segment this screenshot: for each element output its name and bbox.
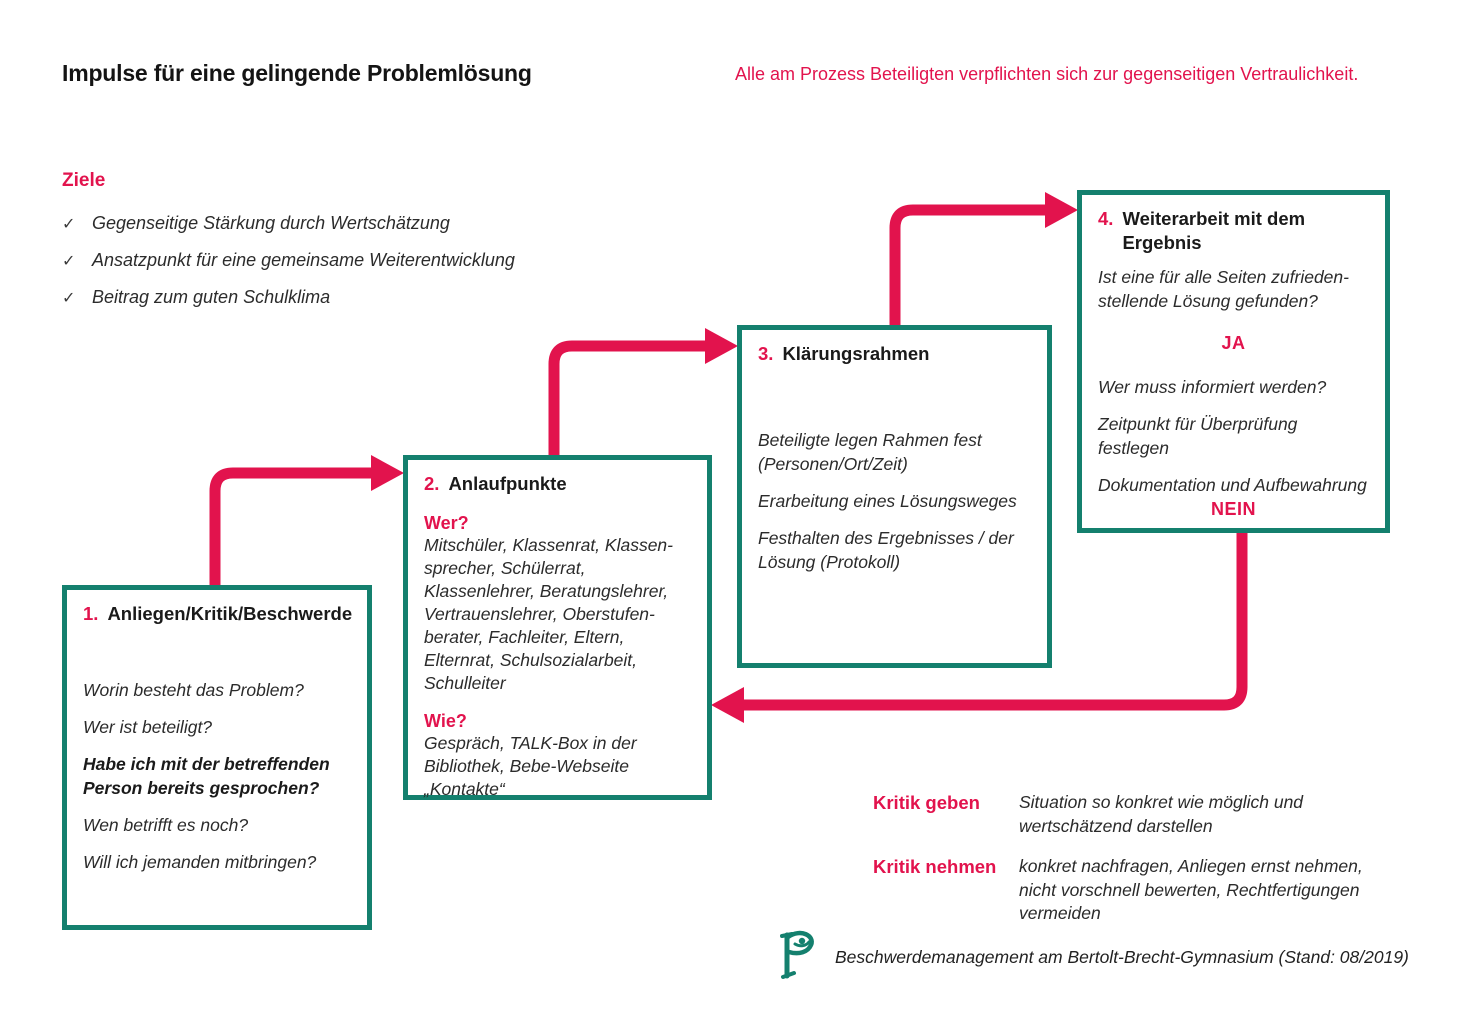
kritik-geben-row bbox=[873, 791, 1403, 838]
step-box-1 bbox=[62, 585, 372, 930]
box-title bbox=[424, 472, 691, 496]
kritik-nehmen-text: konkret nachfragen, Anliegen ernst nehmen, nicht vorschnell bewerten, Rechtfertigungen vermeiden bbox=[1019, 856, 1363, 923]
box-title-text: Anlaufpunkte bbox=[448, 473, 567, 494]
step-box-3 bbox=[737, 325, 1052, 668]
confidentiality-note: Alle am Prozess Beteiligten verpflichten sich zur gegenseitigen Vertraulichkeit. bbox=[735, 64, 1359, 84]
box-title-text: Weiterarbeit mit dem Ergebnis bbox=[1122, 208, 1306, 253]
step4-item: Wer muss informiert werden? bbox=[1098, 377, 1327, 397]
kritik-geben-text: Situation so konkret wie möglich und wertschätzend darstellen bbox=[1019, 792, 1304, 836]
step3-item: Beteiligte legen Rahmen fest (Personen/Ort/Zeit) bbox=[758, 430, 982, 474]
box-number: 4. bbox=[1098, 208, 1114, 229]
question-text: Wen betrifft es noch? bbox=[83, 815, 249, 835]
step-box-4 bbox=[1077, 190, 1390, 533]
question-text: Will ich jemanden mitbringen? bbox=[83, 852, 317, 872]
box-number: 3. bbox=[758, 343, 774, 364]
step-box-2 bbox=[403, 455, 712, 800]
box-title-text: Anliegen/Kritik/Beschwerde bbox=[107, 603, 353, 624]
step4-item: Zeitpunkt für Überprüfung festlegen bbox=[1098, 414, 1298, 458]
checkmark-icon: ✓ bbox=[62, 290, 76, 307]
goal-text: Beitrag zum guten Schulklima bbox=[92, 287, 331, 307]
box-number: 2. bbox=[424, 473, 440, 494]
goals-heading: Ziele bbox=[62, 170, 106, 191]
kritik-geben-label: Kritik geben bbox=[873, 792, 980, 813]
goals-section bbox=[62, 170, 622, 308]
goal-text: Gegenseitige Stärkung durch Wertschätzung bbox=[92, 213, 450, 233]
box-title bbox=[1098, 207, 1369, 255]
wer-text: Mitschüler, Klassenrat, Klassen-sprecher, Schülerrat, Klassenlehrer, Beratungslehrer, Vertrauenslehrer, Oberstufen-berater, Fachleiter, Eltern, Elternrat, Schulsozialarbeit, Schulleiter bbox=[424, 535, 673, 693]
arrow-step1-to-step2 bbox=[215, 473, 372, 585]
ja-label: JA bbox=[1221, 333, 1246, 353]
checkmark-icon: ✓ bbox=[62, 216, 76, 233]
question-text: Worin besteht das Problem? bbox=[83, 680, 304, 700]
question-text: Wer ist beteiligt? bbox=[83, 717, 213, 737]
wie-label: Wie? bbox=[424, 711, 467, 731]
arrow-step2-to-step3 bbox=[554, 346, 706, 455]
goal-item bbox=[62, 249, 622, 271]
step4-question: Ist eine für alle Seiten zufrieden-stellende Lösung gefunden? bbox=[1098, 267, 1349, 311]
arrowhead-step4 bbox=[1045, 192, 1078, 228]
arrow-step3-to-step4 bbox=[895, 210, 1046, 325]
box-title bbox=[83, 602, 351, 626]
box-title-text: Klärungsrahmen bbox=[782, 343, 930, 364]
arrowhead-step3 bbox=[705, 328, 738, 364]
box-number: 1. bbox=[83, 603, 99, 624]
nein-label: NEIN bbox=[1210, 499, 1256, 519]
goal-item bbox=[62, 212, 622, 234]
key-question-text: Habe ich mit der betreffenden Person bereits gesprochen? bbox=[83, 754, 330, 798]
kritik-section bbox=[873, 791, 1403, 926]
page-title: Impulse für eine gelingende Problemlösung bbox=[62, 60, 532, 86]
bbg-signet-icon bbox=[775, 930, 817, 984]
goal-item bbox=[62, 286, 622, 308]
kritik-nehmen-label: Kritik nehmen bbox=[873, 856, 997, 877]
step3-item: Festhalten des Ergebnisses / der Lösung (Protokoll) bbox=[758, 528, 1014, 572]
footer bbox=[775, 930, 1409, 984]
arrowhead-return bbox=[711, 687, 744, 723]
kritik-nehmen-row bbox=[873, 855, 1403, 926]
arrowhead-step2 bbox=[371, 455, 404, 491]
wer-label: Wer? bbox=[424, 513, 469, 533]
footer-text: Beschwerdemanagement am Bertolt-Brecht-Gymnasium (Stand: 08/2019) bbox=[835, 946, 1409, 967]
goal-text: Ansatzpunkt für eine gemeinsame Weiterentwicklung bbox=[92, 250, 515, 270]
step3-item: Erarbeitung eines Lösungsweges bbox=[758, 491, 1017, 511]
wie-text: Gespräch, TALK-Box in der Bibliothek, Bebe-Webseite „Kontakte“ bbox=[424, 733, 637, 799]
checkmark-icon: ✓ bbox=[62, 253, 76, 270]
box-title bbox=[758, 342, 1031, 366]
step4-item: Dokumentation und Aufbewahrung bbox=[1098, 475, 1367, 495]
